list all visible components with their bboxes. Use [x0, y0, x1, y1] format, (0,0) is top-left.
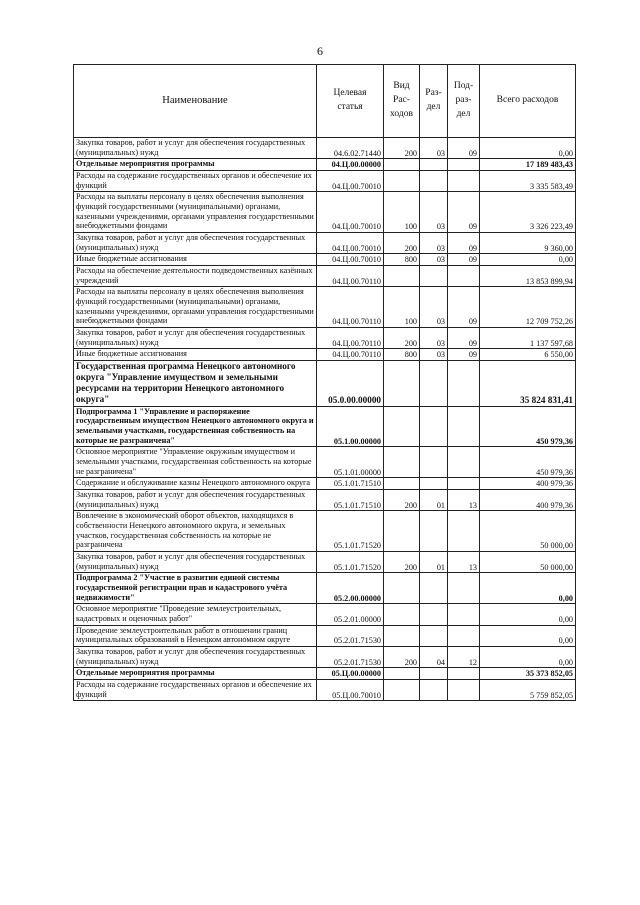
- row-section-cell: [420, 159, 448, 171]
- row-name-cell: Проведение землеустроительных работ в отношении границ муниципальных образований в Ненецком автономном округе: [74, 625, 317, 646]
- row-section-cell: [420, 478, 448, 490]
- row-total-cell: 9 360,00: [480, 233, 576, 254]
- row-name-cell: Расходы на содержание государственных органов и обеспечение их функций: [74, 171, 317, 192]
- row-name-cell: Основное мероприятие "Управление окружным имуществом и земельными участками, государственная собственность на которые не разграничена": [74, 447, 317, 478]
- table-row: [74, 668, 576, 680]
- row-target-code-cell: 05.Ц.00.00000: [317, 668, 384, 680]
- row-name-cell: Вовлечение в экономический оборот объектов, находящихся в собственности Ненецкого автономного округа, и земельных участков, государственная собственность на которые не разграничена: [74, 511, 317, 552]
- row-section-cell: 03: [420, 192, 448, 233]
- row-name-cell: Иные бюджетные ассигнования: [74, 349, 317, 361]
- row-subsection-cell: 13: [448, 551, 480, 572]
- row-section-cell: 03: [420, 349, 448, 361]
- row-expense-type-cell: 800: [384, 349, 420, 361]
- row-total-cell: 17 189 483,43: [480, 159, 576, 171]
- table-row: [74, 406, 576, 447]
- row-total-cell: 12 709 752,26: [480, 287, 576, 328]
- table-row: [74, 680, 576, 701]
- row-target-code-cell: 04.6.02.71440: [317, 138, 384, 159]
- row-target-code-cell: 05.1.01.71510: [317, 489, 384, 510]
- row-target-code-cell: 04.Ц.00.70010: [317, 192, 384, 233]
- row-expense-type-cell: 100: [384, 192, 420, 233]
- row-subsection-cell: [448, 266, 480, 287]
- row-name-cell: Закупка товаров, работ и услуг для обеспечения государственных (муниципальных) нужд: [74, 489, 317, 510]
- row-expense-type-cell: 200: [384, 233, 420, 254]
- row-total-cell: 50 000,00: [480, 511, 576, 552]
- row-subsection-cell: [448, 361, 480, 406]
- row-name-cell: Расходы на выплаты персоналу в целях обеспечения выполнения функций государственными (муниципальными) органами, казенными учреждениями, органами управления государственными внебюджетными фондами: [74, 287, 317, 328]
- row-section-cell: 01: [420, 489, 448, 510]
- row-name-cell: Закупка товаров, работ и услуг для обеспечения государственных (муниципальных) нужд: [74, 647, 317, 668]
- row-subsection-cell: 09: [448, 192, 480, 233]
- row-total-cell: 0,00: [480, 254, 576, 266]
- column-header-section-line1: Раз-: [425, 88, 442, 99]
- row-section-cell: [420, 604, 448, 625]
- row-expense-type-cell: [384, 266, 420, 287]
- row-subsection-cell: 09: [448, 233, 480, 254]
- table-row: [74, 647, 576, 668]
- row-section-cell: [420, 625, 448, 646]
- row-total-cell: 0,00: [480, 647, 576, 668]
- row-subsection-cell: [448, 511, 480, 552]
- table-row: [74, 192, 576, 233]
- column-header-section-line2: дел: [426, 102, 441, 112]
- row-name-cell: Расходы на содержание государственных органов и обеспечение их функций: [74, 680, 317, 701]
- row-subsection-cell: 09: [448, 349, 480, 361]
- table-header-row: [74, 65, 576, 138]
- row-target-code-cell: 04.Ц.00.00000: [317, 159, 384, 171]
- row-name-cell: Подпрограмма 2 "Участие в развитии единой системы государственной регистрации прав и кадастрового учёта недвижимости": [74, 573, 317, 604]
- table-row: [74, 489, 576, 510]
- row-expense-type-cell: [384, 171, 420, 192]
- row-subsection-cell: [448, 159, 480, 171]
- row-name-cell: Закупка товаров, работ и услуг для обеспечения государственных (муниципальных) нужд: [74, 328, 317, 349]
- row-subsection-cell: [448, 680, 480, 701]
- row-section-cell: [420, 171, 448, 192]
- row-total-cell: 5 759 852,05: [480, 680, 576, 701]
- row-total-cell: 0,00: [480, 573, 576, 604]
- column-header-type: [384, 65, 420, 138]
- row-target-code-cell: 05.2.01.00000: [317, 604, 384, 625]
- row-target-code-cell: 05.1.01.71510: [317, 478, 384, 490]
- table-row: [74, 573, 576, 604]
- row-expense-type-cell: [384, 478, 420, 490]
- row-name-cell: Закупка товаров, работ и услуг для обеспечения государственных (муниципальных) нужд: [74, 233, 317, 254]
- row-target-code-cell: 05.2.01.71530: [317, 625, 384, 646]
- row-target-code-cell: 05.1.01.71520: [317, 511, 384, 552]
- row-target-code-cell: 04.Ц.00.70010: [317, 171, 384, 192]
- table-row: [74, 551, 576, 572]
- table-row: [74, 478, 576, 490]
- expenditure-table: [73, 64, 576, 701]
- row-target-code-cell: 05.1.01.00000: [317, 447, 384, 478]
- row-subsection-cell: 13: [448, 489, 480, 510]
- row-expense-type-cell: [384, 361, 420, 406]
- row-subsection-cell: [448, 604, 480, 625]
- row-total-cell: 13 853 899,94: [480, 266, 576, 287]
- row-name-cell: Закупка товаров, работ и услуг для обеспечения государственных (муниципальных) нужд: [74, 551, 317, 572]
- row-section-cell: [420, 573, 448, 604]
- table-row: [74, 171, 576, 192]
- row-expense-type-cell: [384, 573, 420, 604]
- row-expense-type-cell: 100: [384, 287, 420, 328]
- row-expense-type-cell: [384, 159, 420, 171]
- row-section-cell: 03: [420, 138, 448, 159]
- row-section-cell: 04: [420, 647, 448, 668]
- row-target-code-cell: 05.1.00.00000: [317, 406, 384, 447]
- row-name-cell: Отдельные мероприятия программы: [74, 159, 317, 171]
- row-expense-type-cell: [384, 625, 420, 646]
- row-name-cell: Отдельные мероприятия программы: [74, 668, 317, 680]
- row-subsection-cell: [448, 478, 480, 490]
- row-section-cell: 03: [420, 287, 448, 328]
- row-subsection-cell: [448, 668, 480, 680]
- row-total-cell: 35 373 852,05: [480, 668, 576, 680]
- table-row: [74, 511, 576, 552]
- column-header-type-line1: Вид: [393, 81, 410, 92]
- row-target-code-cell: 05.Ц.00.70010: [317, 680, 384, 701]
- column-header-type-line3: ходов: [390, 108, 413, 119]
- row-section-cell: [420, 361, 448, 406]
- row-total-cell: 3 335 583,49: [480, 171, 576, 192]
- table-row: [74, 254, 576, 266]
- row-target-code-cell: 04.Ц.00.70110: [317, 349, 384, 361]
- row-target-code-cell: 05.2.01.71530: [317, 647, 384, 668]
- row-section-cell: 03: [420, 328, 448, 349]
- column-header-target-line2: статья: [337, 102, 363, 112]
- row-target-code-cell: 05.2.00.00000: [317, 573, 384, 604]
- row-total-cell: 3 326 223,49: [480, 192, 576, 233]
- table-row: [74, 447, 576, 478]
- row-subsection-cell: [448, 625, 480, 646]
- table-row: [74, 159, 576, 171]
- row-target-code-cell: 04.Ц.00.70110: [317, 287, 384, 328]
- row-section-cell: 01: [420, 551, 448, 572]
- row-section-cell: [420, 406, 448, 447]
- row-total-cell: 0,00: [480, 604, 576, 625]
- row-section-cell: 03: [420, 254, 448, 266]
- row-total-cell: 35 824 831,41: [480, 361, 576, 406]
- row-subsection-cell: 09: [448, 328, 480, 349]
- row-total-cell: 450 979,36: [480, 406, 576, 447]
- table-row: [74, 361, 576, 406]
- page-number: 6: [317, 44, 323, 58]
- row-name-cell: Иные бюджетные ассигнования: [74, 254, 317, 266]
- row-name-cell: Расходы на обеспечение деятельности подведомственных казённых учреждений: [74, 266, 317, 287]
- row-section-cell: 03: [420, 233, 448, 254]
- row-subsection-cell: 12: [448, 647, 480, 668]
- row-target-code-cell: 04.Ц.00.70010: [317, 254, 384, 266]
- table-row: [74, 287, 576, 328]
- row-section-cell: [420, 447, 448, 478]
- row-subsection-cell: [448, 171, 480, 192]
- column-header-target: [317, 65, 384, 138]
- row-total-cell: 400 979,36: [480, 489, 576, 510]
- table-row: [74, 349, 576, 361]
- row-expense-type-cell: 200: [384, 647, 420, 668]
- row-total-cell: 6 550,00: [480, 349, 576, 361]
- row-name-cell: Расходы на выплаты персоналу в целях обеспечения выполнения функций государственными (муниципальными) органами, казенными учреждениями, органами управления государственными внебюджетными фондами: [74, 192, 317, 233]
- row-section-cell: [420, 511, 448, 552]
- row-subsection-cell: 09: [448, 138, 480, 159]
- row-subsection-cell: [448, 573, 480, 604]
- row-subsection-cell: 09: [448, 254, 480, 266]
- row-subsection-cell: 09: [448, 287, 480, 328]
- column-header-subsection-line2: раз-: [455, 95, 472, 106]
- table-row: [74, 266, 576, 287]
- row-target-code-cell: 04.Ц.00.70110: [317, 328, 384, 349]
- row-name-cell: Подпрограмма 1 "Управление и распоряжение государственным имуществом Ненецкого автономного округа и земельными участками, государственная собственность на которые не разграничена": [74, 406, 317, 447]
- row-name-cell: Государственная программа Ненецкого автономного округа "Управление имуществом и земельными ресурсами на территории Ненецкого автономного округа": [74, 361, 317, 406]
- row-expense-type-cell: [384, 680, 420, 701]
- row-section-cell: [420, 680, 448, 701]
- row-total-cell: 450 979,36: [480, 447, 576, 478]
- column-header-type-line2: Рас-: [393, 95, 410, 106]
- table-body: [74, 138, 576, 701]
- row-expense-type-cell: [384, 604, 420, 625]
- row-total-cell: 50 000,00: [480, 551, 576, 572]
- row-expense-type-cell: [384, 406, 420, 447]
- row-expense-type-cell: [384, 668, 420, 680]
- row-total-cell: 0,00: [480, 625, 576, 646]
- row-target-code-cell: 05.1.01.71520: [317, 551, 384, 572]
- row-expense-type-cell: 200: [384, 551, 420, 572]
- row-total-cell: 1 137 597,68: [480, 328, 576, 349]
- table-row: [74, 604, 576, 625]
- row-section-cell: [420, 266, 448, 287]
- column-header-subsection: [448, 65, 480, 138]
- row-expense-type-cell: [384, 447, 420, 478]
- table-row: [74, 625, 576, 646]
- row-total-cell: 0,00: [480, 138, 576, 159]
- row-subsection-cell: [448, 406, 480, 447]
- row-expense-type-cell: 800: [384, 254, 420, 266]
- row-expense-type-cell: 200: [384, 328, 420, 349]
- row-subsection-cell: [448, 447, 480, 478]
- row-target-code-cell: 04.Ц.00.70010: [317, 233, 384, 254]
- column-header-subsection-line3: дел: [456, 108, 471, 119]
- row-section-cell: [420, 668, 448, 680]
- row-target-code-cell: 05.0.00.00000: [317, 361, 384, 406]
- column-header-target-line1: Целевая: [333, 88, 367, 99]
- row-name-cell: Содержание и обслуживание казны Ненецкого автономного округа: [74, 478, 317, 490]
- row-name-cell: Закупка товаров, работ и услуг для обеспечения государственных (муниципальных) нужд: [74, 138, 317, 159]
- row-expense-type-cell: 200: [384, 138, 420, 159]
- row-name-cell: Основное мероприятие "Проведение землеустроительных, кадастровых и оценочных работ": [74, 604, 317, 625]
- column-header-section: [420, 65, 448, 138]
- row-expense-type-cell: [384, 511, 420, 552]
- table-row: [74, 328, 576, 349]
- column-header-total: Всего расходов: [480, 65, 576, 138]
- column-header-subsection-line1: Под-: [453, 81, 474, 92]
- table-row: [74, 138, 576, 159]
- row-target-code-cell: 04.Ц.00.70110: [317, 266, 384, 287]
- table-row: [74, 233, 576, 254]
- row-expense-type-cell: 200: [384, 489, 420, 510]
- row-total-cell: 400 979,36: [480, 478, 576, 490]
- column-header-name: Наименование: [74, 65, 317, 138]
